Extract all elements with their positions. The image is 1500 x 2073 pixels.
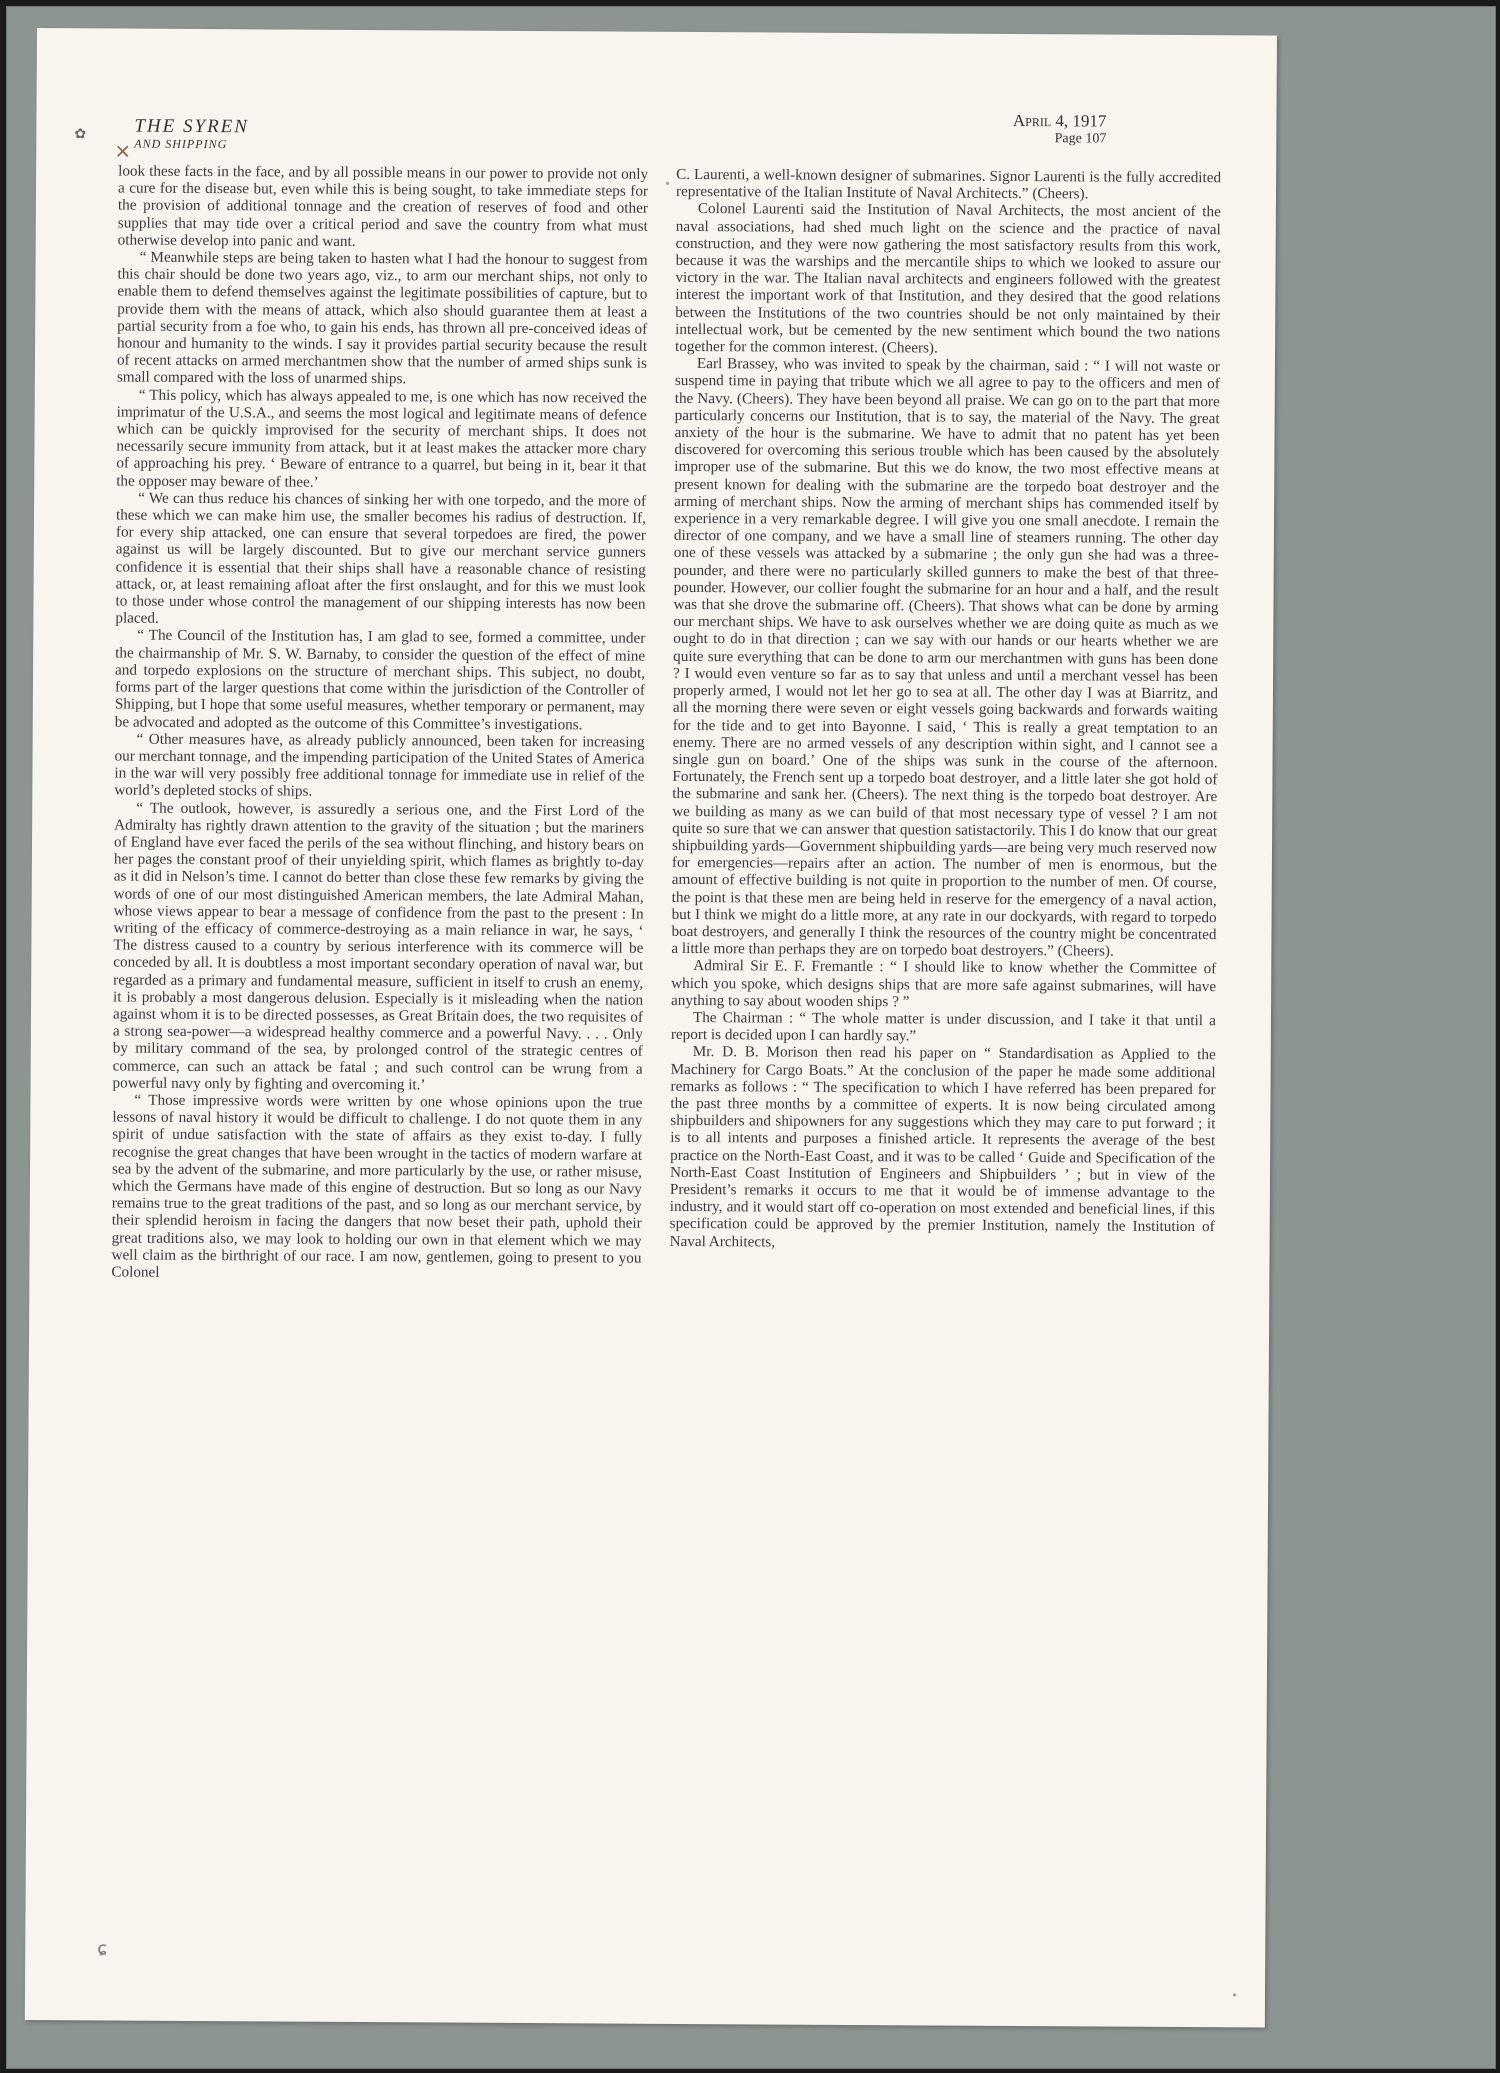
issue-date: April 4, 1917	[1012, 110, 1107, 131]
publication-subtitle: AND SHIPPING	[134, 136, 228, 152]
left-column	[111, 162, 648, 1283]
pencil-cross: ×	[114, 138, 132, 163]
paragraph: Earl Brassey, who was invited to speak by the chairman, said : “ I will not waste or suspend time in paying that tribute which we all agree to pay to the officers and men of the Navy. (Cheers). They have been beyond all praise. We can go on to the part that more particularly concerns our Institution, that is to say, the material of the Navy. The great anxiety of the hour is the submarine. We have to admit that no patent has yet been discovered for overcoming this serious trouble which has been caused by the absolutely improper use of the submarine. But this we do know, the two most effective means at present known for dealing with the submarine are the torpedo boat destroyer and the arming of merchant ships. Now the arming of merchant ships has commended itself by experience in a very remarkable degree. I will give you one small anecdote. I remain the director of one company, and we have a small line of steamers running. The other day one of these vessels was attacked by a submarine ; the only gun she had was a three-pounder, and there were no particularly skilled gunners to make the best of that three-pounder. However, our collier fought the submarine for an hour and a half, and the result was that she drove the submarine off. (Cheers). That shows what can be done by arming our merchant ships. We have to ask ourselves whether we are doing quite as much as we ought to do in that direction ; can we say with our hands or our hearts whether we are quite sure everything that can be done to arm our merchantmen with guns has been done ? I would even venture so far as to say that unless and until a merchant vessel has been properly armed, I would not let her go to sea at all. The other day I was at Biarritz, and all the morning there were seven or eight vessels going backwards and forwards waiting for the tide and to get into Bayonne. I said, ‘ This is really a great temptation to an enemy. There are no armed vessels of any description within sight, and I cannot see a single gun on board.’ One of the ships was sunk in the course of the afternoon. Fortunately, the French sent up a torpedo boat destroyer, and a little later she got hold of the submarine and sank her. (Cheers). The next thing is the torpedo boat destroyer. Are we building as many as we can build of that most necessary type of vessel ? I am not quite so sure that we can answer that question satistactorily. This I do know that our great shipbuilding yards—Government shipbuilding yards—are being very much reserved now for emergencies—repairs after an action. The number of men is enormous, but the amount of effective building is not quite in proportion to the number of men. Of course, the point is that these men are being held in reserve for the emergency of a naval action, but I think we might do a little more, at any rate in our dockyards, with regard to torpedo boat destroyers, and generally I think the resources of the country might be concentrated a little more than perhaps they are on torpedo boat destroyers.” (Cheers).	[671, 355, 1221, 960]
paragraph: “ The outlook, however, is assuredly a serious one, and the First Lord of the Admiralty has rightly drawn attention to the gravity of the situation ; but the mariners of England have ever faced the perils of the sea without flinching, and history bears on her pages the constant proof of their unyielding spirit, which flames as brightly to-day as it did in Nelson’s time. I cannot do better than close these few remarks by giving the words of one of our most distinguished American members, the late Admiral Mahan, whose views appear to bear a message of confidence from the past to the present : In writing of the efficacy of commerce-destroying as a main reliance in war, he says, ‘ The distress caused to a country by serious interference with its commerce will be conceded by all. It is doubtless a most important secondary operation of naval war, but regarded as a primary and fundamental measure, sufficient in itself to crush an enemy, it is probably a most dangerous delusion. Especially is it misleading when the nation against whom it is to be directed possesses, as Great Britain does, the two requisites of a strong sea-power—a widespread healthy commerce and a powerful Navy. . . . Only by military command of the sea, by prolonged control of the strategic centres of commerce, can such an attack be fatal ; and such control can be wrung from a powerful navy only by fighting and overcoming it.’	[112, 799, 645, 1094]
paragraph: C. Laurenti, a well-known designer of submarines. Signor Laurenti is the fully accredited representative of the Italian Institute of Naval Architects.” (Cheers).	[675, 165, 1222, 203]
bottom-corner-mark-icon: ɕ	[97, 1938, 108, 1960]
paragraph: The Chairman : “ The whole matter is under discussion, and I take it that until a report is decided upon I can hardly say.”	[670, 1008, 1217, 1045]
paper-speck	[666, 182, 669, 185]
corner-mark-icon: ✿	[74, 126, 87, 143]
paragraph: Admiral Sir E. F. Fremantle : “ I should like to know whether the Committee of which you spoke, which designs ships that are more safe against submarines, will have anything to say about wooden ships ? ”	[671, 957, 1217, 1011]
paragraph: Mr. D. B. Morison then read his paper on “ Standardisation as Applied to the Machinery for Cargo Boats.” At the conclusion of the paper he made some additional remarks as follows : “ The specification to which I have referred has been prepared for the past three months by a committee of experts. It is now being circulated among shipbuilders and shipowners for any suggestions which they may care to put forward ; it is to all intents and purposes a finished article. It represents the average of the best practice on the North-East Coast, and it was to be called ‘ Guide and Specification of the North-East Coast Institution of Engineers and Shipbuilders ’ ; but in view of the President’s remarks it occurs to me that it would be of immense advantage to the industry, and it would start off co-operation on most extended and beneficial lines, if this specification could be approved by the premier Institution, namely the Institution of Naval Architects,	[669, 1043, 1216, 1251]
paragraph: look these facts in the face, and by all possible means in our power to provide not only a cure for the disease but, even while this is being sought, to take immediate steps for the provision of additional tonnage and the creation of reserves of food and other supplies that may tide over a critical period and save the country from what must otherwise develop into panic and want.	[117, 162, 649, 250]
paragraph: “ The Council of the Institution has, I am glad to see, formed a committee, under the chairmanship of Mr. S. W. Barnaby, to consider the question of the effect of mine and torpedo explosions on the structure of merchant ships. This subject, no doubt, forms part of the larger questions that come within the jurisdiction of the Controller of Shipping, but I hope that some useful measures, whether temporary or permanent, may be advocated and adopted as the outcome of this Committee’s investigations.	[114, 627, 646, 733]
paper-speck	[1233, 1993, 1236, 1996]
masthead-right	[1013, 112, 1107, 147]
masthead-left	[134, 117, 249, 151]
publication-title: THE SYREN	[134, 115, 250, 138]
paragraph: Colonel Laurenti said the Institution of Naval Architects, the most ancient of the naval associations, had shed much light on the science and the practice of naval construction, and they were now gathering the most satisfactory results from this work, because it was the warships and the mercantile ships to which we looked to assure our victory in the war. The Italian naval architects and engineers followed with the greatest interest the important work of that Institution, and they desired that the good relations between the Institutions of the two countries should be not only maintained by their intellectual work, but be cemented by the new sentiment which bound the two nations together for the common interest. (Cheers).	[675, 200, 1221, 357]
paragraph: “ Those impressive words were written by one whose opinions upon the true lessons of naval history it would be difficult to challenge. I do not quote them in any spirit of undue satisfaction with the state of affairs as they exist to-day. I fully recognise the great changes that have been wrought in the tactics of modern warfare at sea by the advent of the submarine, and more particularly by the use, or rather misuse, which the Germans have made of this engine of destruction. But so long as our Navy remains true to the great traditions of the past, and so long as our merchant service, by their splendid heroism in facing the dangers that now beset their path, uphold their great traditions also, we may look to holding our own in that element which we may well claim as the birthright of our race. I am now, gentlemen, going to present to you Colonel	[111, 1091, 643, 1281]
paragraph: “ Meanwhile steps are being taken to hasten what I had the honour to suggest from this chair should be done two years ago, viz., to arm our merchant ships, not only to enable them to defend themselves against the legitimate possibilities of capture, but to provide them with the means of attack, which also should guarantee them at least a partial security from a foe who, to gain his ends, has thrown all pre-conceived ideas of honour and humanity to the winds. I say it provides partial security because the result of recent attacks on armed merchantmen show that the number of armed ships sunk is small compared with the loss of unarmed ships.	[116, 248, 648, 388]
page-number: Page 107	[1054, 130, 1107, 147]
newspaper-page	[25, 28, 1277, 2028]
paragraph: “ Other measures have, as already publicly announced, been taken for increasing our merchant tonnage, and the impending participation of the United States of America in the war will very possibly free additional tonnage for immediate use in relief of the world’s depleted stocks of ships.	[114, 730, 645, 801]
paragraph: “ This policy, which has always appealed to me, is one which has now received the imprimatur of the U.S.A., and seems the most logical and legitimate means of defence which can be quickly improvised for the security of merchant ships. It does not necessarily secure immunity from attack, but it at least makes the attacker more chary of approaching his prey. ‘ Beware of entrance to a quarrel, but being in it, bear it that the opposer may beware of thee.’	[116, 386, 647, 491]
paragraph: “ We can thus reduce his chances of sinking her with one torpedo, and the more of these which we can make him use, the smaller becomes his radius of destruction. If, for every ship attacked, one can ensure that several torpedoes are fired, the power against us will be largely discounted. But to give our merchant service gunners confidence it is essential that their ships shall have a reasonable chance of resisting attack, or, at least remaining afloat after the first onslaught, and for this we must look to those under whose control the management of our shipping interests has now been placed.	[115, 489, 647, 628]
right-column	[670, 166, 1222, 1253]
